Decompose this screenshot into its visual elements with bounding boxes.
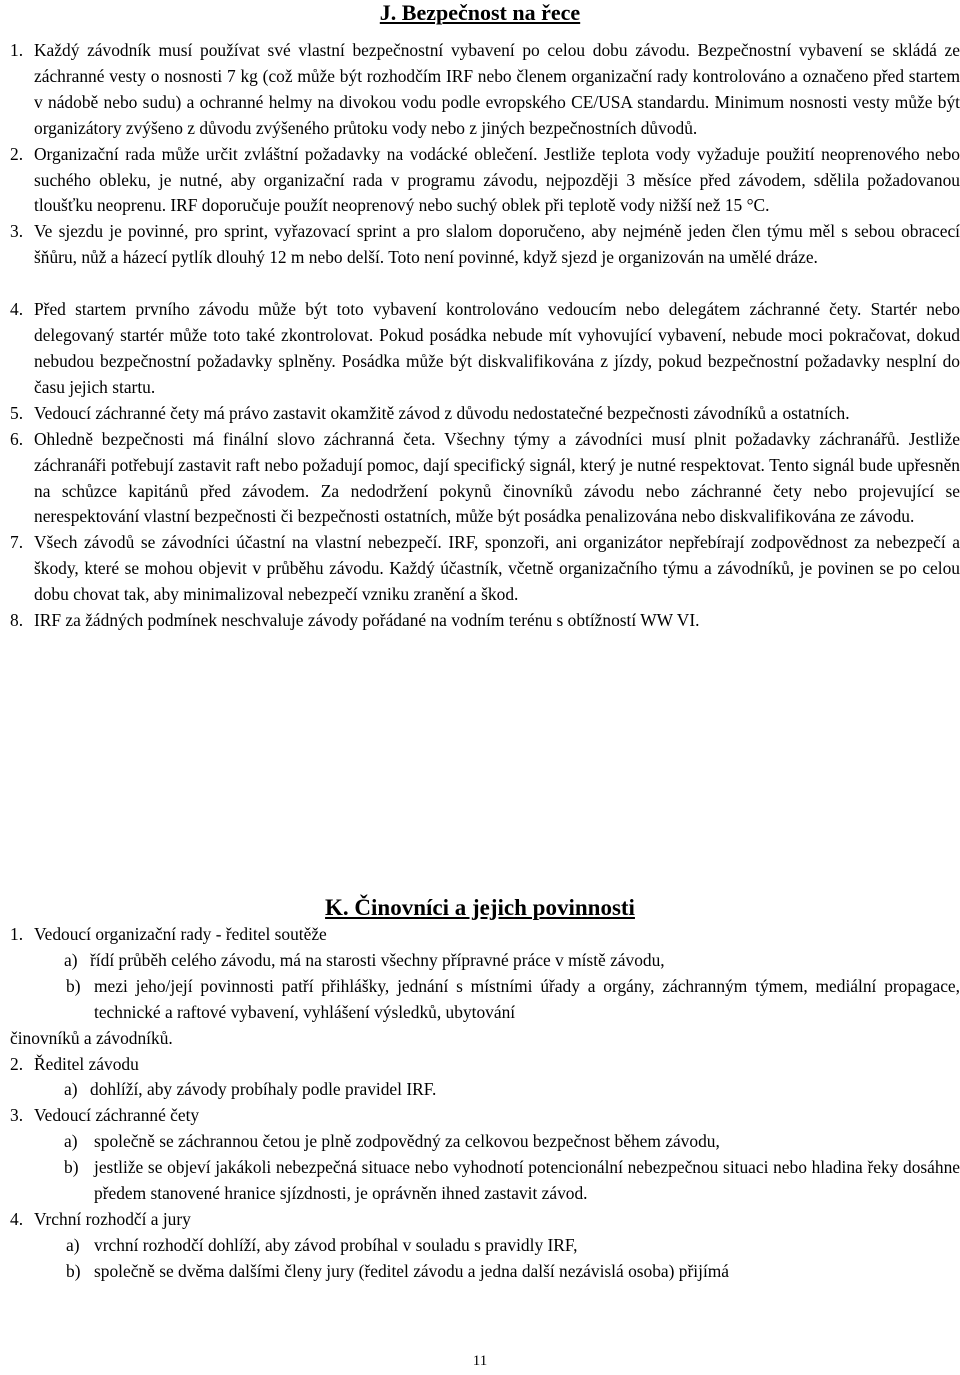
duty-text: jestliže se objeví jakákoli nebezpečná situace nebo vyhodnotí potencionální nebezpečnou situaci nebo hladina řeky dosáhne předem stanovené hranice sjízdnosti, je oprávněn ihned zastavit závod. bbox=[94, 1157, 960, 1204]
duty-letter: b) bbox=[66, 1260, 81, 1281]
official-item bbox=[10, 1052, 960, 1104]
rule-item bbox=[10, 297, 960, 401]
rule-item bbox=[10, 427, 960, 531]
duty-text-continuation: činovníků a závodníků. bbox=[10, 1027, 173, 1048]
duty-list bbox=[64, 1129, 960, 1207]
official-title: Ředitel závodu bbox=[34, 1053, 139, 1074]
rule-number: 6. bbox=[10, 428, 24, 449]
duty-text: vrchní rozhodčí dohlíží, aby závod probíhal v souladu s pravidly IRF, bbox=[94, 1234, 578, 1255]
section-j-list bbox=[10, 38, 960, 634]
rule-number: 7. bbox=[10, 532, 24, 553]
official-title: Vedoucí organizační rady - ředitel soutěže bbox=[34, 924, 327, 944]
rule-text: Ohledně bezpečnosti má finální slovo záchranná četa. Všechny týmy a závodníci musí plnit požadavky záchranářů. Jestliže záchranáři potřebují zastavit raft nebo požadují pomoc, dají specifický signál, který je nutné respektovat. Tento signál bude upřesněn na schůzce kapitánů před závodem. Za nedodržení pokynů činovníků závodu nebo záchranné čety nebo projevující se nerespektování vlastní bezpečnosti či bezpečnosti ostatních, může být posádka penalizována nebo diskvalifikována ze závodu. bbox=[34, 428, 960, 527]
duty-text: dohlíží, aby závody probíhaly podle pravidel IRF. bbox=[90, 1079, 437, 1100]
duty-list bbox=[66, 1233, 960, 1285]
rule-item bbox=[10, 530, 960, 608]
official-item bbox=[10, 1103, 960, 1207]
duty-letter: a) bbox=[64, 1131, 78, 1152]
duty-letter: a) bbox=[64, 949, 78, 970]
duty-text: mezi jeho/její povinnosti patří přihlášky, jednání s místními úřady a orgány, záchranným týmem, mediální propagace, technické a raftové vybavení, vyhlášení výsledků, ubytování bbox=[94, 975, 960, 1022]
rule-number: 2. bbox=[10, 143, 24, 164]
duty-text: řídí průběh celého závodu, má na starosti všechny přípravné práce v místě závodu, bbox=[90, 949, 665, 970]
rule-number: 3. bbox=[10, 221, 24, 242]
duty-item bbox=[64, 948, 960, 974]
duty-letter: a) bbox=[64, 1079, 78, 1100]
official-title: Vedoucí záchranné čety bbox=[34, 1105, 200, 1126]
official-number: 1. bbox=[10, 924, 24, 944]
duty-letter: b) bbox=[64, 1157, 79, 1178]
rule-text: Organizační rada může určit zvláštní požadavky na vodácké oblečení. Jestliže teplota vody vyžaduje použití neoprenového nebo suchého obleku, je nutné, aby organizační rada v programu závodu, nejpozději 3 měsíce před závodem, sdělila požadovanou tloušťku neoprenu. IRF doporučuje použít neoprenový nebo suchý oblek při teplotě vody nižší než 15 °C. bbox=[34, 143, 960, 216]
duty-list bbox=[64, 1077, 960, 1103]
rule-number: 4. bbox=[10, 299, 24, 320]
section-k-heading: K. Činovníci a jejich povinnosti bbox=[325, 895, 635, 920]
rule-item bbox=[10, 142, 960, 220]
page-number: 11 bbox=[472, 1353, 488, 1369]
rule-text: IRF za žádných podmínek neschvaluje závody pořádané na vodním terénu s obtížností WW VI. bbox=[34, 610, 700, 631]
official-item bbox=[10, 922, 960, 1052]
rule-text: Ve sjezdu je povinné, pro sprint, vyřazovací sprint a pro slalom doporučeno, aby nejméně jeden člen týmu měl s sebou obracecí šňůru, nůž a házecí pytlík dlouhý 12 m nebo delší. Toto není povinné, když sjezd je organizován na umělé dráze. bbox=[34, 221, 960, 268]
rule-item bbox=[10, 219, 960, 271]
rule-text: Před startem prvního závodu může být toto vybavení kontrolováno vedoucím nebo delegátem záchranné čety. Startér nebo delegovaný startér může toto také zkontrolovat. Pokud posádka nebude mít vyhovující vybavení, nebude moci pokračovat, dokud nebudou bezpečnostní požadavky splněny. Posádka může být diskvalifikována z jízdy, pokud bezpečnostní požadavky nesplní do času jejich startu. bbox=[34, 299, 960, 397]
duty-text: společně se dvěma dalšími členy jury (ředitel závodu a jedna další nezávislá osoba) přijímá bbox=[94, 1260, 730, 1281]
rule-item bbox=[10, 401, 960, 427]
duty-item bbox=[64, 1077, 960, 1103]
rule-number: 1. bbox=[10, 40, 24, 60]
duty-item bbox=[66, 1259, 960, 1285]
rule-text: Každý závodník musí používat své vlastní bezpečnostní vybavení po celou dobu závodu. Bezpečnostní vybavení se skládá ze záchranné vesty o nosnosti 7 kg (což může být rozhodčím IRF nebo členem organizační rady kontrolováno a označeno před startem v nádobě nebo sudu) a ochranné helmy na divokou vodu podle evropského CE/USA standardu. Minimum nosnosti vesty může být organizátory zvýšeno z důvodu zvýšeného průtoku vody nebo z jiných bezpečnostních důvodů. bbox=[34, 40, 960, 138]
duty-item bbox=[66, 1233, 960, 1259]
official-item bbox=[10, 1207, 960, 1285]
rule-text: Všech závodů se závodníci účastní na vlastní nebezpečí. IRF, sponzoři, ani organizátor nepřebírají zodpovědnost za nebezpečí a škody, které se mohou objevit v průběhu závodu. Každý účastník, včetně organizačního týmu a závodníků, je povinen se po celou dobu chovat tak, aby minimalizoval nebezpečí vzniku zranění a škod. bbox=[34, 532, 960, 605]
duty-item bbox=[64, 1129, 960, 1155]
rule-text: Vedoucí záchranné čety má právo zastavit okamžitě závod z důvodu nedostatečné bezpečnosti závodníků a ostatních. bbox=[34, 402, 850, 423]
duty-text: společně se záchrannou četou je plně zodpovědný za celkovou bezpečnost během závodu, bbox=[94, 1131, 720, 1152]
duty-letter: b) bbox=[66, 975, 81, 996]
official-number: 4. bbox=[10, 1208, 24, 1229]
rule-number: 8. bbox=[10, 610, 24, 631]
official-number: 2. bbox=[10, 1053, 24, 1074]
rule-item bbox=[10, 608, 960, 634]
section-j-heading: J. Bezpečnost na řece bbox=[379, 0, 581, 25]
section-k-list bbox=[10, 922, 960, 1285]
official-title: Vrchní rozhodčí a jury bbox=[34, 1208, 191, 1229]
duty-list bbox=[64, 948, 960, 1026]
duty-item bbox=[56, 974, 960, 1026]
official-number: 3. bbox=[10, 1105, 24, 1126]
duty-letter: a) bbox=[66, 1234, 80, 1255]
rule-number: 5. bbox=[10, 402, 24, 423]
duty-item bbox=[64, 1155, 960, 1207]
rule-item bbox=[10, 38, 960, 142]
